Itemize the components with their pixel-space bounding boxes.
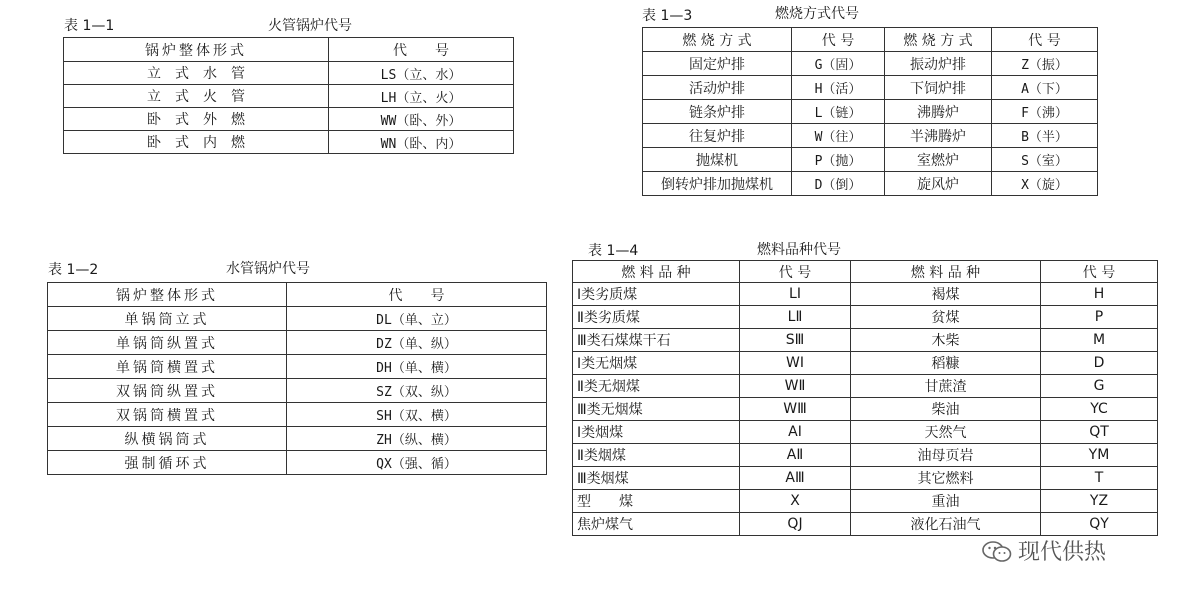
table-cell: W（往） [792,124,885,148]
table-cell: 立 式 火 管 [64,85,329,108]
table-cell: 链条炉排 [643,100,792,124]
table-cell: AⅠ [740,421,851,444]
table-cell: LⅡ [740,306,851,329]
header-cell: 代 号 [329,38,514,62]
header-cell: 燃 料 品 种 [573,261,740,283]
header-cell: 燃 烧 方 式 [885,28,992,52]
table-cell: WⅡ [740,375,851,398]
table-cell: A（下） [992,76,1098,100]
table-cell: SH（双、横） [287,403,547,427]
table-row [573,467,1158,490]
table-row [573,513,1158,536]
table-row [643,28,1098,52]
table-1-4 [572,260,1158,536]
table-cell: 油母页岩 [851,444,1041,467]
table-cell: 甘蔗渣 [851,375,1041,398]
table-cell: 天然气 [851,421,1041,444]
table-1-1-caption: 表 1—1 [64,18,115,34]
table-cell: B（半） [992,124,1098,148]
header-cell: 燃 烧 方 式 [643,28,792,52]
table-row [48,283,547,307]
table-cell: M [1041,329,1158,352]
table-cell: H（活） [792,76,885,100]
table-cell: WN（卧、内） [329,131,514,154]
table-cell: 焦炉煤气 [573,513,740,536]
table-cell: Ⅲ类石煤煤干石 [573,329,740,352]
table-cell: Ⅰ类烟煤 [573,421,740,444]
table-cell: G（固） [792,52,885,76]
table-cell: DZ（单、纵） [287,331,547,355]
table-cell: AⅢ [740,467,851,490]
table-row [64,62,514,85]
table-1-2 [47,282,547,475]
table-cell: DH（单、横） [287,355,547,379]
table-row [48,451,547,475]
table-1-2-caption: 表 1—2 [48,262,99,278]
table-1-2-title: 水管锅炉代号 [226,261,310,277]
table-cell: SZ（双、纵） [287,379,547,403]
table-cell: 单锅筒立式 [48,307,287,331]
table-cell: 单锅筒横置式 [48,355,287,379]
table-cell: YZ [1041,490,1158,513]
watermark [982,535,1106,566]
table-cell: WW（卧、外） [329,108,514,131]
table-cell: Ⅱ类无烟煤 [573,375,740,398]
table-cell: Ⅲ类无烟煤 [573,398,740,421]
table-cell: YC [1041,398,1158,421]
table-cell: 柴油 [851,398,1041,421]
table-cell: 振动炉排 [885,52,992,76]
table-1-4-title: 燃料品种代号 [757,242,841,258]
table-cell: 型 煤 [573,490,740,513]
table-row [573,352,1158,375]
table-row [48,355,547,379]
table-1-3-caption: 表 1—3 [642,8,693,24]
table-cell: S（室） [992,148,1098,172]
table-cell: P（抛） [792,148,885,172]
table-row [643,124,1098,148]
table-cell: Ⅱ类烟煤 [573,444,740,467]
table-cell: LⅠ [740,283,851,306]
table-row [643,100,1098,124]
table-cell: 卧 式 内 燃 [64,131,329,154]
table-cell: 倒转炉排加抛煤机 [643,172,792,196]
table-cell: D [1041,352,1158,375]
table-cell: QY [1041,513,1158,536]
table-cell: 其它燃料 [851,467,1041,490]
table-cell: 单锅筒纵置式 [48,331,287,355]
table-row [64,131,514,154]
table-cell: 木柴 [851,329,1041,352]
table-cell: LH（立、火） [329,85,514,108]
header-cell: 锅炉整体形式 [48,283,287,307]
table-row [48,403,547,427]
table-cell: SⅢ [740,329,851,352]
table-cell: P [1041,306,1158,329]
table-cell: 卧 式 外 燃 [64,108,329,131]
table-cell: Ⅰ类无烟煤 [573,352,740,375]
table-cell: Ⅱ类劣质煤 [573,306,740,329]
table-cell: 稻糠 [851,352,1041,375]
table-row [64,108,514,131]
table-cell: 固定炉排 [643,52,792,76]
table-cell: X（旋） [992,172,1098,196]
table-cell: WⅠ [740,352,851,375]
table-row [573,329,1158,352]
table-cell: X [740,490,851,513]
table-cell: ZH（纵、横） [287,427,547,451]
table-cell: YM [1041,444,1158,467]
header-cell: 代 号 [792,28,885,52]
header-cell: 代 号 [992,28,1098,52]
table-row [64,85,514,108]
table-row [643,52,1098,76]
header-cell: 锅炉整体形式 [64,38,329,62]
table-row [573,444,1158,467]
table-row [48,379,547,403]
table-row [48,427,547,451]
table-1-3 [642,27,1098,196]
table-row [573,375,1158,398]
table-cell: 纵横锅筒式 [48,427,287,451]
table-cell: F（沸） [992,100,1098,124]
table-cell: H [1041,283,1158,306]
table-row [643,148,1098,172]
table-cell: 液化石油气 [851,513,1041,536]
table-cell: Ⅲ类烟煤 [573,467,740,490]
table-cell: Ⅰ类劣质煤 [573,283,740,306]
header-cell: 代 号 [740,261,851,283]
table-cell: 室燃炉 [885,148,992,172]
table-cell: AⅡ [740,444,851,467]
table-row [573,283,1158,306]
table-1-3-title: 燃烧方式代号 [775,6,859,22]
table-cell: D（倒） [792,172,885,196]
table-1-1 [63,37,514,154]
table-cell: 旋风炉 [885,172,992,196]
table-row [573,306,1158,329]
table-cell: 重油 [851,490,1041,513]
header-cell: 燃 料 品 种 [851,261,1041,283]
table-cell: LS（立、水） [329,62,514,85]
table-row [48,331,547,355]
table-cell: 往复炉排 [643,124,792,148]
wechat-icon [982,541,1012,563]
table-cell: 下饲炉排 [885,76,992,100]
table-cell: QT [1041,421,1158,444]
header-cell: 代 号 [1041,261,1158,283]
table-cell: T [1041,467,1158,490]
table-row [48,307,547,331]
table-cell: 半沸腾炉 [885,124,992,148]
table-cell: 褐煤 [851,283,1041,306]
table-1-4-caption: 表 1—4 [588,243,639,259]
table-cell: 贫煤 [851,306,1041,329]
table-cell: 双锅筒横置式 [48,403,287,427]
table-cell: 立 式 水 管 [64,62,329,85]
table-cell: WⅢ [740,398,851,421]
watermark-text: 现代供热 [1018,540,1107,565]
table-row [573,490,1158,513]
table-cell: 抛煤机 [643,148,792,172]
table-cell: 活动炉排 [643,76,792,100]
table-cell: DL（单、立） [287,307,547,331]
table-row [573,421,1158,444]
header-cell: 代 号 [287,283,547,307]
table-cell: QJ [740,513,851,536]
table-row [573,398,1158,421]
table-row [643,172,1098,196]
table-cell: G [1041,375,1158,398]
table-cell: 沸腾炉 [885,100,992,124]
table-1-1-title: 火管锅炉代号 [268,18,352,34]
table-cell: L（链） [792,100,885,124]
table-cell: QX（强、循） [287,451,547,475]
table-row [573,261,1158,283]
table-cell: Z（振） [992,52,1098,76]
table-row [643,76,1098,100]
table-row [64,38,514,62]
table-cell: 强制循环式 [48,451,287,475]
table-cell: 双锅筒纵置式 [48,379,287,403]
